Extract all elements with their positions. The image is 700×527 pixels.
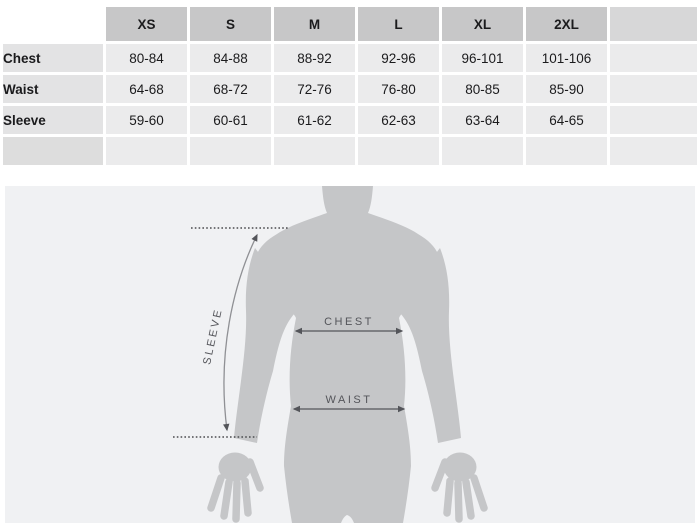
- size-header-xl: XL: [442, 7, 523, 41]
- corner-cell: [3, 7, 103, 41]
- right-hand-shape: [435, 453, 484, 520]
- empty-row-label-cell: [3, 137, 103, 165]
- chest-value-m: 88-92: [274, 44, 355, 72]
- chest-value-xs: 80-84: [106, 44, 187, 72]
- empty-cell: [358, 137, 439, 165]
- sleeve-value-m: 61-62: [274, 106, 355, 134]
- size-header-xs: XS: [106, 7, 187, 41]
- body-diagram-svg: [5, 186, 695, 523]
- torso-shape: [254, 186, 441, 523]
- waist-value-xl: 80-85: [442, 75, 523, 103]
- chest-value-xl: 96-101: [442, 44, 523, 72]
- row-label-chest: Chest: [3, 44, 103, 72]
- waist-label: WAIST: [325, 394, 373, 406]
- chest-value-trailing-empty: [610, 44, 697, 72]
- sleeve-value-xs: 59-60: [106, 106, 187, 134]
- waist-value-xs: 64-68: [106, 75, 187, 103]
- table-row-chest: [3, 44, 697, 72]
- waist-value-2xl: 85-90: [526, 75, 607, 103]
- size-header-trailing-empty: [610, 7, 697, 41]
- table-row-sleeve: [3, 106, 697, 134]
- size-header-s: S: [190, 7, 271, 41]
- waist-value-s: 68-72: [190, 75, 271, 103]
- size-header-row: [3, 7, 697, 41]
- size-header-l: L: [358, 7, 439, 41]
- waist-value-trailing-empty: [610, 75, 697, 103]
- chest-value-2xl: 101-106: [526, 44, 607, 72]
- sleeve-value-trailing-empty: [610, 106, 697, 134]
- sleeve-value-2xl: 64-65: [526, 106, 607, 134]
- row-label-sleeve: Sleeve: [3, 106, 103, 134]
- empty-cell: [190, 137, 271, 165]
- empty-cell: [106, 137, 187, 165]
- measurement-diagram: [5, 186, 695, 523]
- sleeve-label: SLEEVE: [201, 306, 225, 366]
- size-chart-table: [0, 4, 700, 168]
- body-silhouette: [211, 186, 484, 523]
- chest-value-l: 92-96: [358, 44, 439, 72]
- row-label-waist: Waist: [3, 75, 103, 103]
- table-row-empty: [3, 137, 697, 165]
- sleeve-value-s: 60-61: [190, 106, 271, 134]
- waist-value-m: 72-76: [274, 75, 355, 103]
- empty-cell: [442, 137, 523, 165]
- sleeve-value-xl: 63-64: [442, 106, 523, 134]
- waist-value-l: 76-80: [358, 75, 439, 103]
- sleeve-value-l: 62-63: [358, 106, 439, 134]
- size-header-m: M: [274, 7, 355, 41]
- empty-cell: [610, 137, 697, 165]
- chest-value-s: 84-88: [190, 44, 271, 72]
- chest-label: CHEST: [324, 316, 374, 328]
- size-header-2xl: 2XL: [526, 7, 607, 41]
- empty-cell: [274, 137, 355, 165]
- left-hand-shape: [211, 453, 260, 520]
- table-row-waist: [3, 75, 697, 103]
- empty-cell: [526, 137, 607, 165]
